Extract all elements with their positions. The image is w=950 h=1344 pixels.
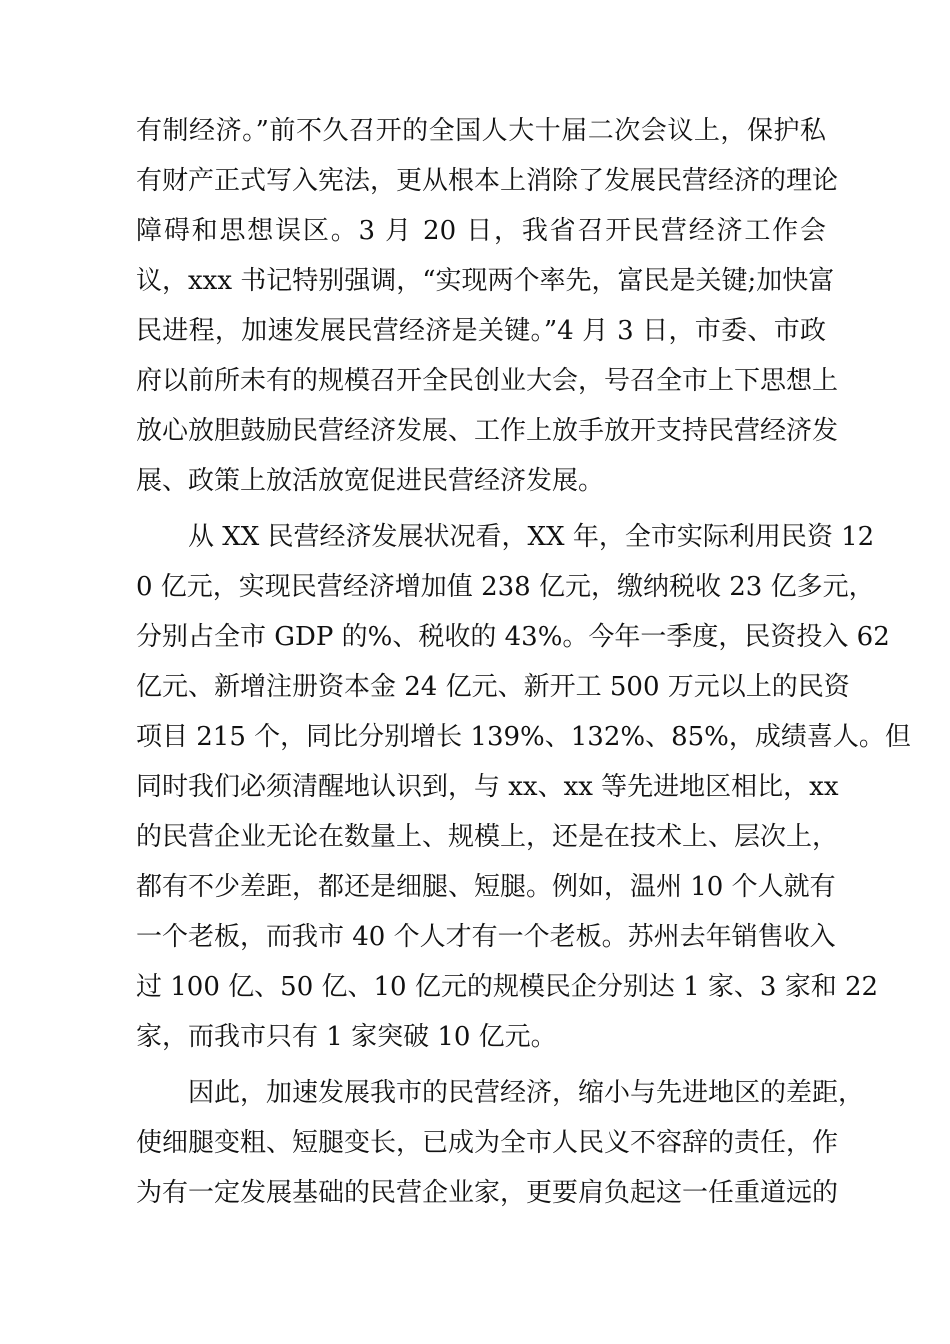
paragraph-line: 议，xxx 书记特别强调，“实现两个率先，富民是关键;加快富 [136,266,835,296]
paragraph-2 [136,512,911,1062]
paragraph-line: 一个老板，而我市 40 个人才有一个老板。苏州去年销售收入 [136,922,836,952]
paragraph-line: 项目 215 个，同比分别增长 139%、132%、85%，成绩喜人。但 [136,722,911,752]
paragraph-line: 民进程，加速发展民营经济是关键。”4 月 3 日，市委、市政 [136,316,826,346]
paragraph-line: 府以前所未有的规模召开全民创业大会，号召全市上下思想上 [136,366,839,396]
paragraph-line: 为有一定发展基础的民营企业家，更要肩负起这一任重道远的 [136,1178,839,1208]
paragraph-line: 有财产正式写入宪法，更从根本上消除了发展民营经济的理论 [136,166,839,196]
paragraph-line: 过 100 亿、50 亿、10 亿元的规模民企分别达 1 家、3 家和 22 [136,972,879,1002]
paragraph-line: 亿元、新增注册资本金 24 亿元、新开工 500 万元以上的民资 [136,672,850,702]
paragraph-line: 都有不少差距，都还是细腿、短腿。例如，温州 10 个人就有 [136,872,836,902]
paragraph-line: 障碍和思想误区。3 月 20 日，我省召开民营经济工作会 [136,216,826,246]
body-text [136,106,911,1218]
paragraph-line: 家，而我市只有 1 家突破 10 亿元。 [136,1022,557,1052]
paragraph-line: 同时我们必须清醒地认识到，与 xx、xx 等先进地区相比，xx [136,772,839,802]
paragraph-line: 使细腿变粗、短腿变长，已成为全市人民义不容辞的责任，作 [136,1128,839,1158]
paragraph-line: 0 亿元，实现民营经济增加值 238 亿元，缴纳税收 23 亿多元， [136,572,875,602]
paragraph-1 [136,106,839,506]
paragraph-line: 放心放胆鼓励民营经济发展、工作上放手放开支持民营经济发 [136,416,839,446]
paragraph-line: 分别占全市 GDP 的%、税收的 43%。今年一季度，民资投入 62 [136,622,890,652]
paragraph-line: 有制经济。”前不久召开的全国人大十届二次会议上，保护私 [136,116,826,146]
paragraph-line: 展、政策上放活放宽促进民营经济发展。 [136,466,605,496]
paragraph-line: 因此，加速发展我市的民营经济，缩小与先进地区的差距， [188,1078,865,1108]
paragraph-line: 从 XX 民营经济发展状况看，XX 年，全市实际利用民资 12 [188,522,875,552]
paragraph-3 [136,1068,865,1218]
paragraph-line: 的民营企业无论在数量上、规模上，还是在技术上、层次上， [136,822,839,852]
